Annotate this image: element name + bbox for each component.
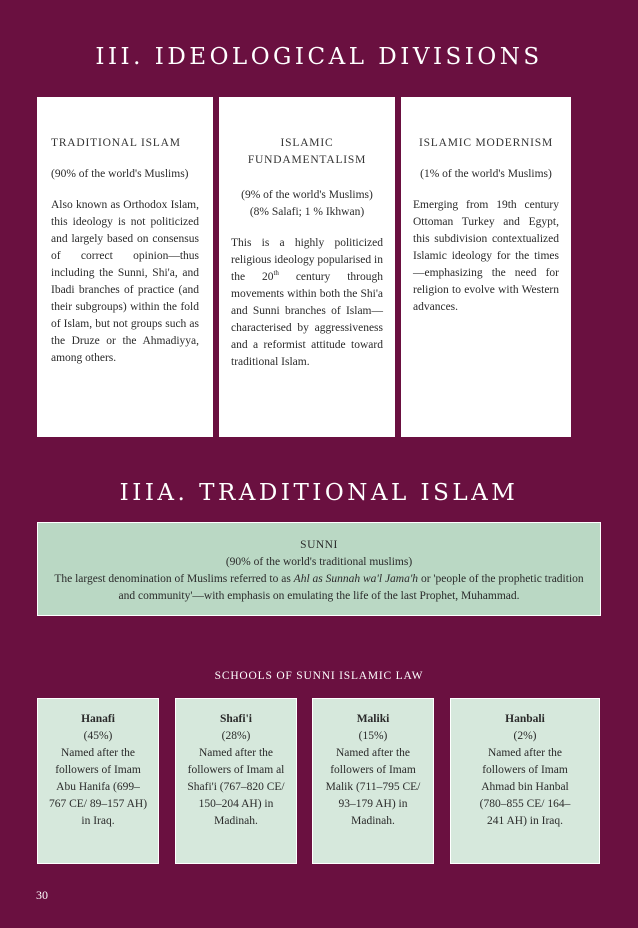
school-card-maliki <box>312 698 434 864</box>
panel-islamic-modernism <box>401 97 571 437</box>
sunni-share: (90% of the world's traditional muslims) <box>225 556 413 568</box>
panel-body: Also known as Orthodox Islam, this ideology is not politicized and largely based on consensus of correct opinion—thus including the Sunni, Shi'a, and Ibadi branches of practice (and their subgroups) within the fold of Islam, but not groups such as the Druze or the Ahmadiyya, among others. <box>51 199 199 364</box>
section-heading-traditional-islam: IIIA. TRADITIONAL ISLAM <box>119 480 519 506</box>
school-percentage: (15%) <box>358 730 388 742</box>
sunni-description: The largest denomination of Muslims referred to as Ahl as Sunnah wa'l Jama'h or 'people of the prophetic tradition and community'—with emphasis on emulating the life of the last Prophet, Muhammad. <box>54 573 584 602</box>
schools-heading: SCHOOLS OF SUNNI ISLAMIC LAW <box>214 670 424 682</box>
school-percentage: (28%) <box>221 730 251 742</box>
panel-share-breakdown: (8% Salafi; 1 % Ikhwan) <box>249 206 365 218</box>
sunni-title: SUNNI <box>300 539 338 551</box>
school-description: Named after the followers of Imam Abu Hanifa (699–767 CE/ 89–157 AH) in Iraq. <box>48 747 148 827</box>
panel-body: Emerging from 19th century Ottoman Turkey and Egypt, this subdivision contextualized Islamic ideology for the times—emphasizing the need for religion to evolve with Western advances. <box>413 199 559 313</box>
page-number: 30 <box>36 888 48 902</box>
school-name: Hanbali <box>505 713 545 725</box>
school-card-shafii <box>175 698 297 864</box>
panel-title: ISLAMIC FUNDAMENTALISM <box>247 137 367 166</box>
panel-title: TRADITIONAL ISLAM <box>51 137 181 149</box>
panel-title: ISLAMIC MODERNISM <box>418 137 554 149</box>
school-percentage: (2%) <box>513 730 537 742</box>
school-description: Named after the followers of Imam Ahmad bin Hanbal (780–855 CE/ 164–241 AH) in Iraq. <box>479 747 571 827</box>
school-percentage: (45%) <box>83 730 113 742</box>
panel-share: (90% of the world's Muslims) <box>51 168 189 180</box>
school-name: Maliki <box>356 713 390 725</box>
panel-islamic-fundamentalism <box>219 97 395 437</box>
panel-share: (1% of the world's Muslims) <box>420 168 552 180</box>
sunni-panel <box>37 522 601 616</box>
school-card-hanafi <box>37 698 159 864</box>
school-description: Named after the followers of Imam Malik (711–795 CE/ 93–179 AH) in Madinah. <box>325 747 421 827</box>
school-card-hanbali <box>450 698 600 864</box>
section-heading-ideological-divisions: III. IDEOLOGICAL DIVISIONS <box>95 44 543 70</box>
panel-body: This is a highly politicized religious ideology popularised in the 20th century through movements within both the Shi'a and Sunni branches of Islam—characterised by aggressiveness and a reformist attitude toward traditional Islam. <box>231 237 383 368</box>
school-name: Shafi'i <box>220 713 252 725</box>
school-name: Hanafi <box>81 713 115 725</box>
panel-share: (9% of the world's Muslims) <box>241 189 373 201</box>
school-description: Named after the followers of Imam al Shafi'i (767–820 CE/ 150–204 AH) in Madinah. <box>187 747 285 827</box>
panel-traditional-islam <box>37 97 213 437</box>
